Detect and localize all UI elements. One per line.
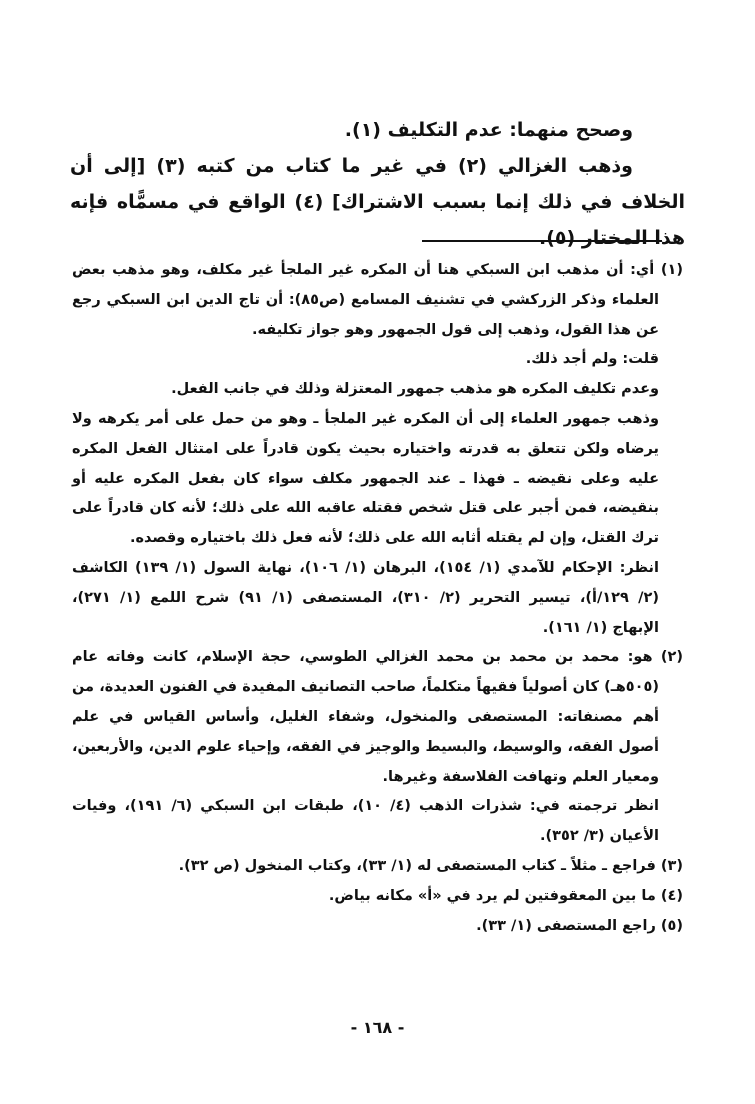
main-text (70, 112, 685, 256)
footnote-2: (٢) هو: محمد بن محمد بن محمد الغزالي الطوسي، حجة الإسلام، كانت وفاته عام (٥٠٥هـ) كان أصولياً فقيهاً متكلماً، صاحب التصانيف المفيدة في الفنون العديدة، من أهم مصنفاته: المستصفى والمنخول، وشفاء الغليل، وأساس القياس في علم أصول الفقه، والوسيط، والبسيط والوجيز في الفقه، وإحياء علوم الدين، والأربعين، ومعيار العلم وتهافت الفلاسفة وغيرها. (72, 649, 683, 785)
main-paragraph: وصحح منهما: عدم التكليف (١). (344, 119, 633, 141)
page-number: - ١٦٨ - (350, 1018, 405, 1037)
footnote-1-note: وعدم تكليف المكره هو مذهب جمهور المعتزلة وذلك في جانب الفعل. (171, 381, 659, 398)
footnote-1-note: قلت: ولم أجد ذلك. (525, 351, 659, 368)
footnote-1-note: وذهب جمهور العلماء إلى أن المكره غير الملجأ ـ وهو من حمل على أمر يكرهه ولا يرضاه ولكن تتعلق به قدرته واختياره بحيث يكون قادراً على امتثال الفعل المكره عليه وعلى نقيضه ـ فهذا ـ عند الجمهور مكلف سواء كان بفعل المكره عليه أو بنقيضه، فمن أجبر على قتل شخص فقتله عاقبه الله على ذلك؛ لأنه كان قادراً على ترك القتل، وإن لم يقتله أثابه الله على ذلك؛ لأنه فعل ذلك باختياره وقصده. (72, 410, 659, 547)
footnote-1-references: انظر: الإحكام للآمدي (١/ ١٥٤)، البرهان (١/ ١٠٦)، نهاية السول (١/ ١٣٩) الكاشف (٢/ ١٢٩/أ)، تيسير التحرير (٢/ ٣١٠)، المستصفى (١/ ٩١) شرح اللمع (١/ ٢٧١)، الإبهاج (١/ ١٦١). (72, 559, 659, 636)
footnote-1: (١) أي: أن مذهب ابن السبكي هنا أن المكره غير الملجأ غير مكلف، وهو مذهب بعض العلماء وذكر الزركشي في تشنيف المسامع (ص٨٥): أن تاج الدين ابن السبكي رجع عن هذا القول، وذهب إلى قول الجمهور وهو جواز تكليفه. (72, 262, 683, 338)
footnote-2-references: انظر ترجمته في: شذرات الذهب (٤/ ١٠)، طبقات ابن السبكي (٦/ ١٩١)، وفيات الأعيان (٣/ ٣٥٢). (72, 798, 659, 845)
footnote-3: (٣) فراجع ـ مثلاً ـ كتاب المستصفى له (١/ ٣٣)، وكتاب المنخول (ص ٣٢). (178, 857, 683, 874)
footnote-4: (٤) ما بين المعقوفتين لم يرد في «أ» مكانه بياض. (328, 887, 683, 904)
footnotes (72, 256, 683, 941)
footnote-separator (422, 240, 662, 242)
main-paragraph: وذهب الغزالي (٢) في غير ما كتاب من كتبه (٣) [إلى أن الخلاف في ذلك إنما بسبب الاشتراك] (٤) الواقع في مسمًّاه فإنه هذا المختار (٥). (70, 155, 686, 249)
footnote-5: (٥) راجع المستصفى (١/ ٣٣). (476, 917, 683, 934)
